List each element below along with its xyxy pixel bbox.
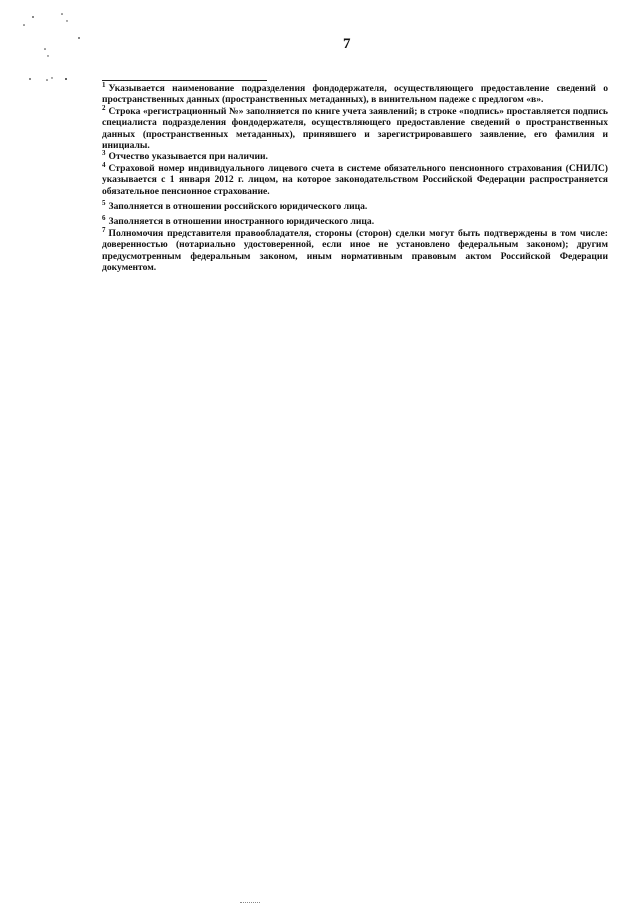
footnote-separator bbox=[102, 80, 267, 81]
footnote-mark: 7 bbox=[102, 225, 106, 234]
footnote-text: Указывается наименование подразделения фондодержателя, осуществляющего предоставление сведений о пространственных данных (пространственных метаданных), в винительном падеже с предлогом «в». bbox=[102, 83, 608, 106]
footnote-1 bbox=[102, 83, 608, 106]
footnote-7 bbox=[102, 225, 608, 274]
footnote-mark: 2 bbox=[102, 103, 106, 112]
footnote-4 bbox=[102, 160, 608, 197]
footnote-2 bbox=[102, 103, 608, 152]
footnote-mark: 3 bbox=[102, 149, 106, 158]
footnote-mark: 4 bbox=[102, 160, 106, 169]
footnote-text: Заполняется в отношении российского юридического лица. bbox=[108, 201, 368, 213]
footnote-5 bbox=[102, 201, 608, 212]
scan-edge-mark bbox=[240, 902, 260, 903]
footnote-text: Полномочия представителя правообладателя, стороны (сторон) сделки могут быть подтверждены в том числе: доверенностью (нотариально удостоверенной, если иное не установлено федеральным законом); другим предусмотренным федеральным законом, иным нормативным правовым актом Российской Федерации документом. bbox=[102, 227, 608, 274]
footnote-3 bbox=[102, 151, 608, 162]
footnote-text: Заполняется в отношении иностранного юридического лица. bbox=[108, 216, 375, 228]
footnote-mark: 1 bbox=[102, 81, 106, 89]
footnote-text: Страховой номер индивидуального лицевого счета в системе обязательного пенсионного страхования (СНИЛС) указывается с 1 января 2012 г. лицом, на которое законодательством Российской Федерации распространяется обязательное пенсионное страхование. bbox=[102, 162, 608, 197]
footnote-mark: 6 bbox=[102, 214, 106, 223]
footnote-text: Отчество указывается при наличии. bbox=[108, 151, 268, 163]
footnote-6 bbox=[102, 216, 608, 227]
footnotes-block bbox=[102, 83, 608, 274]
page-number: 7 bbox=[343, 36, 351, 52]
footnote-mark: 5 bbox=[102, 199, 106, 208]
footnote-text: Строка «регистрационный №» заполняется по книге учета заявлений; в строке «подпись» проставляется подпись специалиста подразделения фондодержателя, осуществляющего предоставление сведений о пространственных данных (пространственных метаданных), принявшего и зарегистрировавшего заявление, его фамилия и инициалы. bbox=[102, 105, 608, 152]
